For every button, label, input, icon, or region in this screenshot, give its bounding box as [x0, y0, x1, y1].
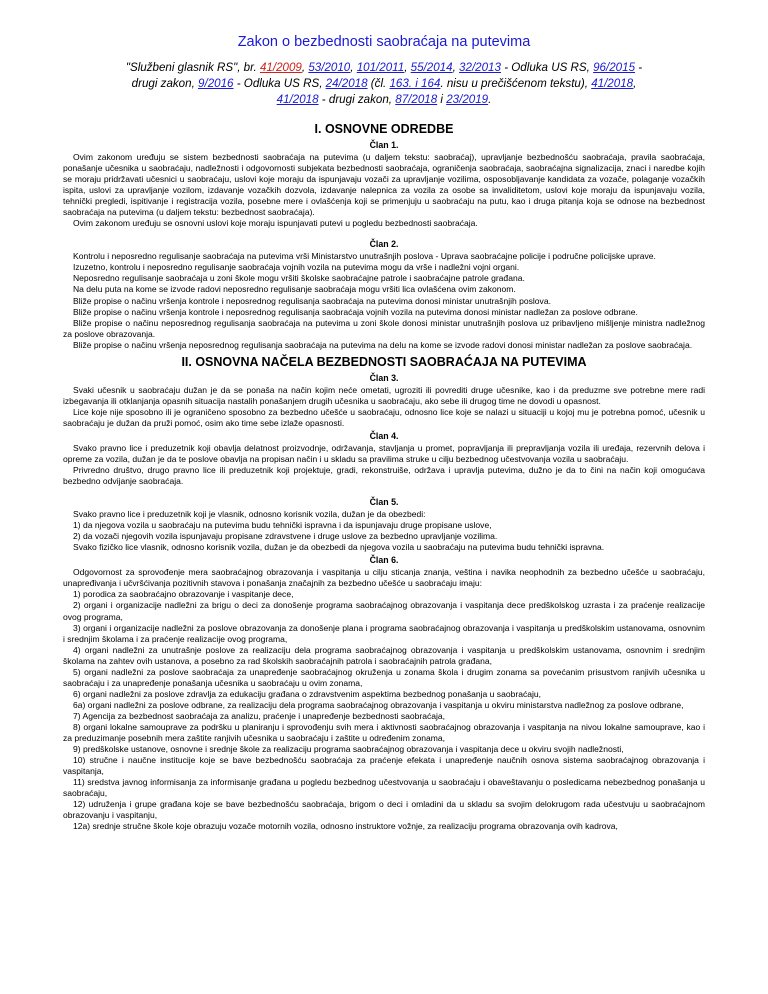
- paragraph: Bliže propise o načinu vršenja neposrednog regulisanja saobraćaja na putevima na delu na kome se izvode radovi donosi ministar nadležan za poslove saobraćaja.: [73, 339, 693, 350]
- gazette-reference-link[interactable]: 24/2018: [325, 77, 368, 90]
- paragraph: 8) organi lokalne samouprave za podršku u planiranju i sprovođenju svih mera i aktivnosti saobraćajnog obrazovanja i vaspitanja na nivou lokalne samouprave, kao i za preduzimanje posebnih mera zaštite ranjivih učesnika u saobraćaju i zaštite u određenim zonama,: [63, 721, 705, 744]
- gazette-reference-text: "Službeni glasnik RS", br.: [125, 61, 260, 74]
- article-heading: Član 1.: [369, 140, 399, 150]
- paragraph: Svako pravno lice i preduzetnik koji je vlasnik, odnosno korisnik vozila, dužan je da obezbedi:: [73, 509, 426, 520]
- gazette-reference-text: - drugi zakon,: [318, 93, 396, 106]
- gazette-reference-link[interactable]: 101/2011: [356, 61, 405, 74]
- paragraph: 12) udruženja i grupe građana koje se bave bezbednošću saobraćaja, brigom o deci i omladini da u skladu sa svojim delokrugom rada učestvuju u saobraćajnom obrazovanju i vaspitanju,: [63, 799, 705, 821]
- gazette-reference-link[interactable]: 9/2016: [198, 77, 234, 90]
- paragraph: 6a) organi nadležni za poslove odbrane, za realizaciju dela programa saobraćajnog obrazovanja i vaspitanja u okviru ministarstva nadležnog za poslove odbrane,: [73, 699, 684, 710]
- paragraph: 2) da vozači njegovih vozila ispunjavaju propisane zdravstvene i druge uslove za bezbedno upravljanje vozilima.: [73, 531, 498, 542]
- paragraph: Na delu puta na kome se izvode radovi neposredno regulisanje saobraćaja mogu vršiti lica ovlašćena ovim zakonom.: [73, 284, 516, 295]
- paragraph: 12a) srednje stručne škole koje obrazuju vozače motornih vozila, odnosno instruktore vožnje, za realizaciju programa obrazovanja ovih kadrova,: [73, 821, 618, 832]
- paragraph: 6) organi nadležni za poslove zdravlja za edukaciju građana o zdravstvenim aspektima bezbednog ponašanja u saobraćaju,: [73, 688, 541, 699]
- paragraph: 4) organi nadležni za unutrašnje poslove za realizaciju dela programa saobraćajnog obrazovanja i vaspitanja u predškolskim ustanovama, osnovnim i srednjim školama na zahtev ovih ustanova, a posebno za rad školskih saobraćajnih patrola i saobraćajnih patrola građana,: [63, 644, 705, 666]
- paragraph: Lice koje nije sposobno ili je ograničeno sposobno za bezbedno učešće u saobraćaju, odnosno lice koje se nalazi u situaciji u kojoj mu je potrebna pomoć, učesnik u saobraćaju je dužan da pruži pomoć, osim ako time sebe izlaže opasnosti.: [63, 406, 705, 428]
- paragraph: 5) organi nadležni za poslove saobraćaja za unapređenje saobraćajnog okruženja u zonama škola i drugim zonama sa povećanim prisustvom ranjivih učesnika u saobraćaju i za unapređenje ponašanja učesnika u saobraćaju u ovim zonama,: [63, 666, 705, 688]
- paragraph: Privredno društvo, drugo pravno lice ili preduzetnik koji projektuje, gradi, rekonstruiše, održava i upravlja putevima, dužno je da to čini na način koji omogućava bezbedno odvijanje saobraćaja.: [63, 465, 705, 487]
- gazette-reference-link[interactable]: 41/2018: [591, 77, 634, 90]
- gazette-reference-link[interactable]: 55/2014: [410, 61, 453, 74]
- section-heading: II. OSNOVNA NAČELA BEZBEDNOSTI SAOBRAĆAJA NA PUTEVIMA: [181, 354, 587, 369]
- article-heading: Član 5.: [369, 497, 399, 508]
- gazette-reference-link[interactable]: 87/2018: [395, 93, 438, 106]
- gazette-reference-text: i: [437, 93, 447, 106]
- gazette-reference-text: - drugi zakon,: [131, 61, 643, 90]
- paragraph: Bliže propise o načinu vršenja kontrole i neposrednog regulisanja saobraćaja vojnih vozila na putevima donosi ministar nadležan za poslove odbrane.: [73, 306, 638, 317]
- paragraph: 7) Agencija za bezbednost saobraćaja za analizu, praćenje i unapređenje bezbednosti saobraćaja,: [73, 710, 446, 721]
- gazette-reference-text: - Odluka US RS,: [233, 77, 326, 90]
- paragraph: 2) organi i organizacije nadležni za brigu o deci za donošenje programa saobraćajnog obrazovanja i vaspitanja dece predškolskog uzrasta i za praćenje realizacije ovog programa,: [63, 600, 705, 622]
- paragraph: Ovim zakonom uređuju se sistem bezbednosti saobraćaja na putevima (u daljem tekstu: saobraćaj), upravljanje bezbednošću saobraćaja, pravila saobraćaja, ponašanje učesnika u saobraćaju, nadležnosti i odgovornosti subjekata bezbednosti saobraćaja, ograničenja saobraćaja, saobraćajna signalizacija, znaci i naredbe kojih se moraju pridržavati učesnici u saobraćaju, uslovi koje moraju da ispunjavaju vozači za upravljanje vozilima, osposobljavanje kandidata za vozače, polaganje vozačkih ispita, uslovi za upravljanje vozilom, izdavanje vozačkih dozvola, izdavanje nalepnica za vozila za osobe sa invaliditetom, uslovi koje moraju da ispunjavaju vozila, tehnički pregledi, ispitivanje i registracija vozila, posebne mere i ovlašćenja koji se primenjuju u saobraćaju na putu, kao i druga pitanja koja se odnose na bezbednost saobraćaja na putevima (u daljem tekstu: bezbednost saobraćaja).: [63, 152, 705, 218]
- gazette-reference-text: - Odluka US RS,: [500, 61, 594, 74]
- gazette-reference-link[interactable]: 32/2013: [459, 61, 501, 74]
- paragraph: Odgovornost za sprovođenje mera saobraćajnog obrazovanja i vaspitanja u cilju sticanja znanja, veština i navika neophodnih za bezbedno učešće u saobraćaju, unapređivanja i učvršćivanja pozitivnih stavova i ponašanja značajnih za bezbedno učešće u saobraćaju imaju:: [63, 567, 705, 589]
- paragraph: 10) stručne i naučne institucije koje se bave bezbednošću saobraćaja za praćenje efekata i unapređenje naučnih osnova sistema saobraćajnog obrazovanja i vaspitanja,: [63, 755, 705, 777]
- document-title: Zakon o bezbednosti saobraćaja na putevima: [237, 34, 531, 50]
- gazette-reference-link[interactable]: 41/2009: [259, 61, 302, 74]
- law-text: [63, 118, 705, 832]
- gazette-reference-link[interactable]: 23/2019: [446, 93, 489, 106]
- gazette-reference-text: .: [488, 93, 492, 106]
- paragraph: 9) predškolske ustanove, osnovne i srednje škole za realizaciju programa saobraćajnog obrazovanja i vaspitanja dece u okviru svojih nadležnosti,: [73, 744, 624, 755]
- article-heading: Član 6.: [369, 555, 399, 566]
- paragraph: Svaki učesnik u saobraćaju dužan je da se ponaša na način kojim neće ometati, ugroziti ili povrediti druge učesnike, kao i da preduzme sve potrebne mere radi izbegavanja ili otklanjanja opasnih situacija nastalih ponašanjem drugih učesnika u saobraćaju, ako sebe ili drugog time ne dovodi u opasnost.: [63, 384, 705, 406]
- paragraph: Izuzetno, kontrolu i neposredno regulisanje saobraćaja vojnih vozila na putevima mogu da vrše i nadležni vojni organi.: [73, 262, 520, 273]
- paragraph: Svako fizičko lice vlasnik, odnosno korisnik vozila, dužan je da obezbedi da njegova vozila u saobraćaju na putevima budu tehnički ispravna.: [73, 542, 605, 553]
- gazette-reference-text: ,: [350, 61, 357, 74]
- gazette-reference-link[interactable]: 41/2018: [276, 93, 319, 106]
- paragraph: Ovim zakonom uređuju se osnovni uslovi koje moraju ispunjavati putevi u pogledu bezbednosti saobraćaja.: [73, 218, 478, 229]
- paragraph: 1) da njegova vozila u saobraćaju na putevima budu tehnički ispravna i da ispunjavaju druge propisane uslove,: [73, 520, 492, 531]
- paragraph: 11) sredstva javnog informisanja za informisanje građana u pogledu bezbednog učestvovanja u saobraćaju i obaveštavanju o posledicama nebezbednog ponašanja u saobraćaju,: [63, 777, 705, 799]
- gazette-reference-text: (čl.: [367, 77, 390, 90]
- article-heading: Član 4.: [369, 430, 399, 441]
- paragraph: Neposredno regulisanje saobraćaja u zoni škole mogu vršiti školske saobraćajne patrole i saobraćajne patrole građana.: [73, 273, 525, 284]
- paragraph: 1) porodica za saobraćajno obrazovanje i vaspitanje dece,: [73, 589, 294, 600]
- paragraph: Bliže propise o načinu vršenja kontrole i neposrednog regulisanja saobraćaja na putevima donosi ministar unutrašnjih poslova.: [73, 295, 551, 306]
- official-gazette-references: [120, 60, 648, 108]
- gazette-reference-text: ,: [404, 61, 411, 74]
- gazette-reference-link[interactable]: 96/2015: [593, 61, 636, 74]
- section-heading: I. OSNOVNE ODREDBE: [314, 122, 454, 136]
- article-heading: Član 2.: [369, 239, 399, 250]
- paragraph: Svako pravno lice i preduzetnik koji obavlja delatnost proizvodnje, održavanja, stavljanja u promet, popravljanja ili prepravljanja vozila ili uređaja, rezervnih delova i opreme za vozila, dužan je da te poslove obavlja na propisan način i u skladu sa pravilima struke u cilju bezbednog učestvovanja vozila u saobraćaju.: [63, 442, 705, 464]
- gazette-reference-text: ,: [633, 77, 637, 90]
- gazette-reference-text: ,: [301, 61, 309, 74]
- paragraph: Kontrolu i neposredno regulisanje saobraćaja na putevima vrši Ministarstvo unutrašnjih poslova - Uprava saobraćajne policije i područne policijske uprave.: [73, 251, 656, 262]
- article-heading: Član 3.: [369, 372, 399, 383]
- gazette-reference-text: . nisu u prečišćenom tekstu),: [440, 77, 592, 90]
- paragraph: 3) organi i organizacije nadležni za poslove obrazovanja za donošenje plana i programa saobraćajnog obrazovanja i vaspitanja u predškolskim ustanovama, osnovnim i srednjim školama i za praćenje realizacije ovog programa,: [63, 622, 705, 644]
- paragraph: Bliže propise o načinu neposrednog regulisanja saobraćaja na putevima u zoni škole donosi ministar unutrašnjih poslova uz pribavljeno mišljenje ministra nadležnog za poslove obrazovanja.: [63, 317, 705, 339]
- gazette-reference-link[interactable]: 163. i 164: [389, 77, 441, 90]
- gazette-reference-link[interactable]: 53/2010: [308, 61, 351, 74]
- gazette-reference-text: ,: [452, 61, 460, 74]
